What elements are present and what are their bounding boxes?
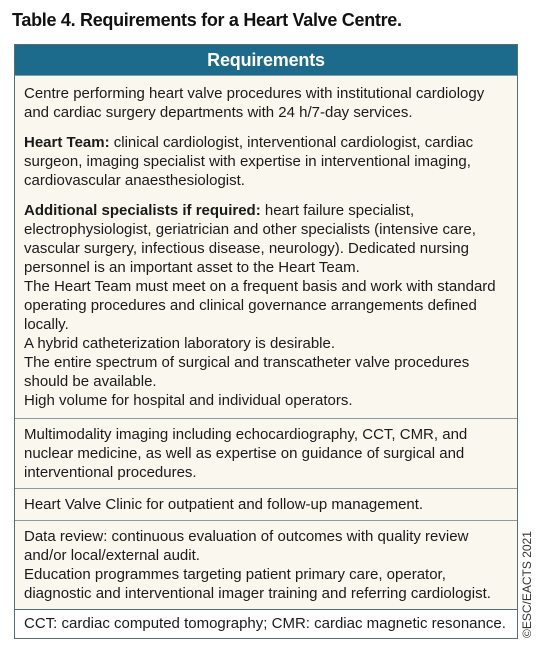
table-section-clinic bbox=[15, 488, 517, 520]
paragraph-education bbox=[24, 565, 508, 603]
paragraph-imaging bbox=[24, 425, 508, 482]
table-section-data-education bbox=[15, 520, 517, 609]
paragraph-text: Multimodality imaging including echocardiography, CCT, CMR, and nuclear medicine, as well as expertise on guidance of surgical and interventional procedures. bbox=[24, 426, 468, 481]
paragraph-text: Heart Valve Clinic for outpatient and follow-up management. bbox=[24, 496, 424, 513]
paragraph-label: Additional specialists if required: bbox=[24, 202, 261, 219]
table-title: Table 4. Requirements for a Heart Valve Centre. bbox=[12, 10, 402, 30]
paragraph-text: heart failure specialist, electrophysiologist, geriatrician and other specialists (intensive care, vascular surgery, infectious disease, neurology). Dedicated nursing personnel is an important asset to the Heart Team. bbox=[24, 202, 476, 276]
requirements-table bbox=[14, 44, 518, 639]
paragraph-volume bbox=[24, 391, 508, 410]
paragraph-text: The entire spectrum of surgical and transcatheter valve procedures should be available. bbox=[24, 354, 470, 390]
paragraph-text: Education programmes targeting patient primary care, operator, diagnostic and interventional imager training and referring cardiologist. bbox=[24, 566, 491, 602]
copyright-notice: ©ESC/EACTS 2021 bbox=[520, 531, 534, 638]
paragraph-additional-specialists bbox=[24, 201, 508, 277]
paragraph-centre bbox=[24, 84, 508, 122]
paragraph-text: High volume for hospital and individual operators. bbox=[24, 392, 353, 409]
table-section-heart-team bbox=[15, 75, 517, 418]
table-section-imaging bbox=[15, 418, 517, 488]
paragraph-text: Data review: continuous evaluation of outcomes with quality review and/or local/external audit. bbox=[24, 528, 469, 564]
table-header: Requirements bbox=[15, 45, 517, 75]
paragraph-data-review bbox=[24, 527, 508, 565]
table-footnote: CCT: cardiac computed tomography; CMR: cardiac magnetic resonance. bbox=[15, 609, 517, 638]
paragraph-text: clinical cardiologist, interventional cardiologist, cardiac surgeon, imaging specialist with expertise in interventional imaging, cardiovascular anaesthesiologist. bbox=[24, 134, 474, 189]
paragraph-hybrid-lab bbox=[24, 334, 508, 353]
paragraph-text: A hybrid catheterization laboratory is desirable. bbox=[24, 335, 336, 352]
paragraph-procedures bbox=[24, 353, 508, 391]
paragraph-text: The Heart Team must meet on a frequent basis and work with standard operating procedures and clinical governance arrangements defined locally. bbox=[24, 278, 496, 333]
paragraph-meetings bbox=[24, 277, 508, 334]
paragraph-label: Heart Team: bbox=[24, 134, 110, 151]
paragraph-clinic bbox=[24, 495, 508, 514]
paragraph-heart-team bbox=[24, 133, 508, 190]
paragraph-text: Centre performing heart valve procedures with institutional cardiology and cardiac surgery departments with 24 h/7-day services. bbox=[24, 85, 485, 121]
